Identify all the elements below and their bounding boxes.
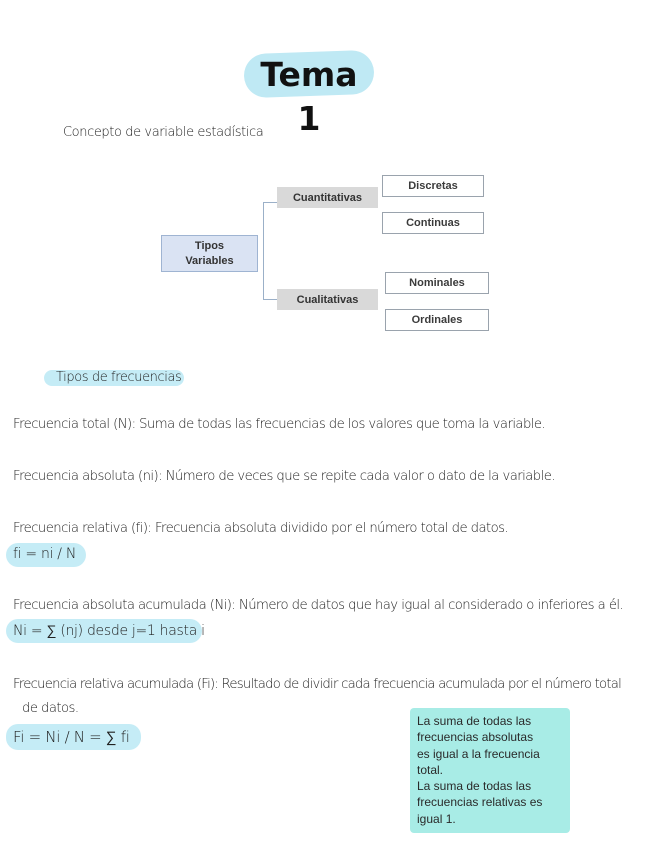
subtitle-variable: Concepto de variable estadística (63, 125, 264, 140)
definition-frecuencia-absoluta: Frecuencia absoluta (ni): Número de veces que se repite cada valor o dato de la variable. (13, 469, 555, 484)
diagram-box-discretas: Discretas (382, 175, 484, 197)
note-line: frecuencias absolutas (417, 730, 534, 745)
connector-horizontal-top (263, 202, 277, 203)
formula-frecuencia-relativa: fi = ni / N (13, 546, 77, 562)
formula-frecuencia-absoluta-acumulada: Ni = ∑ (nj) desde j=1 hasta i (13, 623, 205, 639)
note-line: total. (417, 762, 444, 777)
note-line: La suma de todas las (417, 779, 532, 794)
connector-vertical (263, 202, 264, 299)
diagram-box-cualitativas: Cualitativas (277, 289, 378, 310)
diagram-root-line2: Variables (185, 254, 234, 267)
connector-horizontal-bottom (263, 299, 277, 300)
definition-frecuencia-relativa: Frecuencia relativa (fi): Frecuencia absoluta dividido por el número total de datos. (13, 521, 509, 536)
definition-frecuencia-relativa-acumulada-line1: Frecuencia relativa acumulada (Fi): Resultado de dividir cada frecuencia acumulada por el número total (13, 677, 621, 692)
definition-frecuencia-relativa-acumulada-line2: de datos. (22, 701, 79, 716)
diagram-box-ordinales: Ordinales (385, 309, 489, 331)
diagram-box-nominales: Nominales (385, 272, 489, 294)
page-title: Tema 1 (260, 55, 358, 138)
diagram-root-line1: Tipos (194, 239, 225, 252)
diagram-box-continuas: Continuas (382, 212, 484, 234)
subtitle-frecuencias: Tipos de frecuencias (56, 370, 182, 385)
note-line: igual 1. (417, 811, 456, 826)
diagram-box-cuantitativas: Cuantitativas (277, 187, 378, 208)
diagram-root-box (161, 235, 258, 272)
note-line: frecuencias relativas es (417, 795, 543, 810)
definition-frecuencia-absoluta-acumulada: Frecuencia absoluta acumulada (Ni): Número de datos que hay igual al considerado o inferiores a él. (13, 598, 624, 613)
summary-note (410, 708, 570, 833)
note-line: es igual a la frecuencia (417, 746, 540, 761)
note-line: La suma de todas las (417, 714, 532, 728)
definition-frecuencia-total: Frecuencia total (N): Suma de todas las frecuencias de los valores que toma la variable. (13, 417, 546, 432)
formula-frecuencia-relativa-acumulada: Fi = Ni / N = ∑ fi (13, 728, 130, 746)
